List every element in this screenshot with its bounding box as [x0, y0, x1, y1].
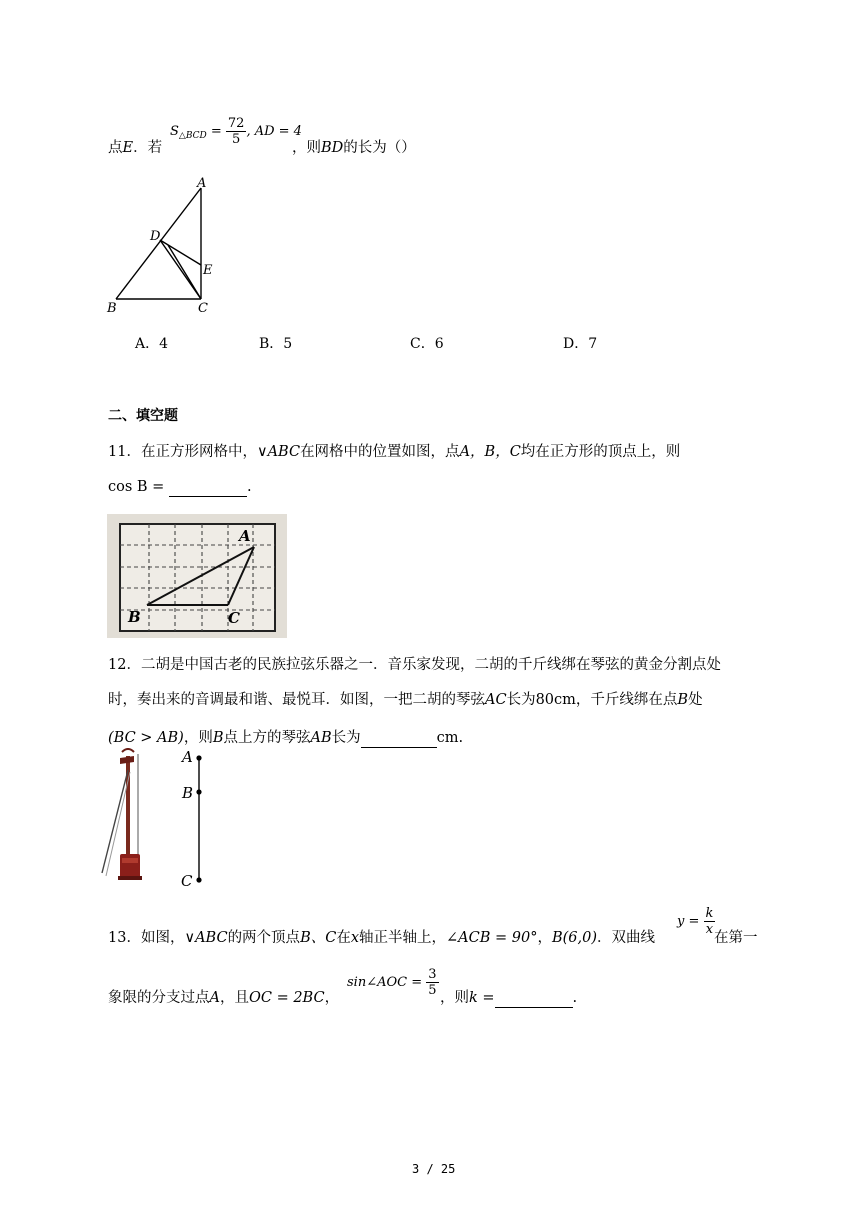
q12-line-1: 12．二胡是中国古老的民族拉弦乐器之一．音乐家发现，二胡的千斤线绑在琴弦的黄金分割点处: [108, 657, 721, 673]
q12-erhu-figure: [100, 748, 220, 893]
fig12-label-b: B: [182, 784, 194, 802]
fig10-label-d: D: [150, 229, 161, 244]
q12-line-3: (BC > AB)，则B点上方的琴弦AB长为 cm.: [108, 730, 464, 746]
q13-line-1-end: 在第一: [714, 930, 758, 946]
q10-triangle-figure: [100, 170, 230, 320]
q10-question-line: 点E．若: [108, 140, 163, 156]
q10-option-a[interactable]: A．4: [135, 336, 169, 352]
q10-option-c[interactable]: C．6: [410, 336, 444, 352]
fig10-label-b: B: [107, 301, 117, 316]
q11-grid-figure: [107, 514, 287, 638]
fig11-label-c: C: [228, 609, 240, 627]
q11-answer-blank[interactable]: [169, 480, 247, 497]
fig12-label-c: C: [181, 872, 193, 890]
q10-option-d[interactable]: D．7: [563, 336, 598, 352]
q10-question-end: ，则BD的长为（）: [292, 140, 416, 156]
fig10-label-a: A: [197, 176, 207, 191]
point-e-label: E: [122, 140, 134, 156]
section-heading: 二、填空题: [108, 408, 178, 424]
q13-answer-blank[interactable]: [495, 991, 573, 1008]
fig10-label-e: E: [203, 263, 213, 278]
fig11-label-b: B: [128, 608, 141, 626]
q13-hyperbola-formula: y = $\frac{k}{x}$: [677, 906, 714, 937]
erhu-icon: [102, 749, 142, 880]
q12-answer-blank[interactable]: [361, 731, 437, 748]
q10-area-formula: $S_{\triangle BCD}$ = $\frac{72}{5}$ , AD = 4: [170, 116, 302, 147]
fig11-label-a: A: [239, 527, 251, 545]
q11-question-line: 11．在正方形网格中，∨ABC在网格中的位置如图，点A，B，C均在正方形的顶点上，则: [108, 444, 681, 460]
page-number: 3 / 25: [412, 1162, 456, 1176]
q13-line-2-end: ，则k = .: [440, 990, 578, 1006]
q13-line-1: 13．如图，∨ABC的两个顶点B、C在x轴正半轴上，∠ACB = 90°，B(6,0)．双曲线: [108, 930, 655, 946]
q12-line-2: 时，奏出来的音调最和谐、最悦耳．如图，一把二胡的琴弦AC长为80cm，千斤线绑在点B处: [108, 692, 703, 708]
area-fraction: $\frac{72}{5}$: [227, 116, 245, 147]
q13-sin-formula: sin∠AOC = $\frac{3}{5}$: [347, 967, 437, 998]
fig12-label-a: A: [182, 748, 193, 766]
q10-option-b[interactable]: B．5: [259, 336, 293, 352]
fig10-label-c: C: [198, 301, 208, 316]
q11-answer-line: cos B = .: [108, 479, 252, 495]
q13-line-2: 象限的分支过点A，且OC = 2BC，: [108, 990, 340, 1006]
